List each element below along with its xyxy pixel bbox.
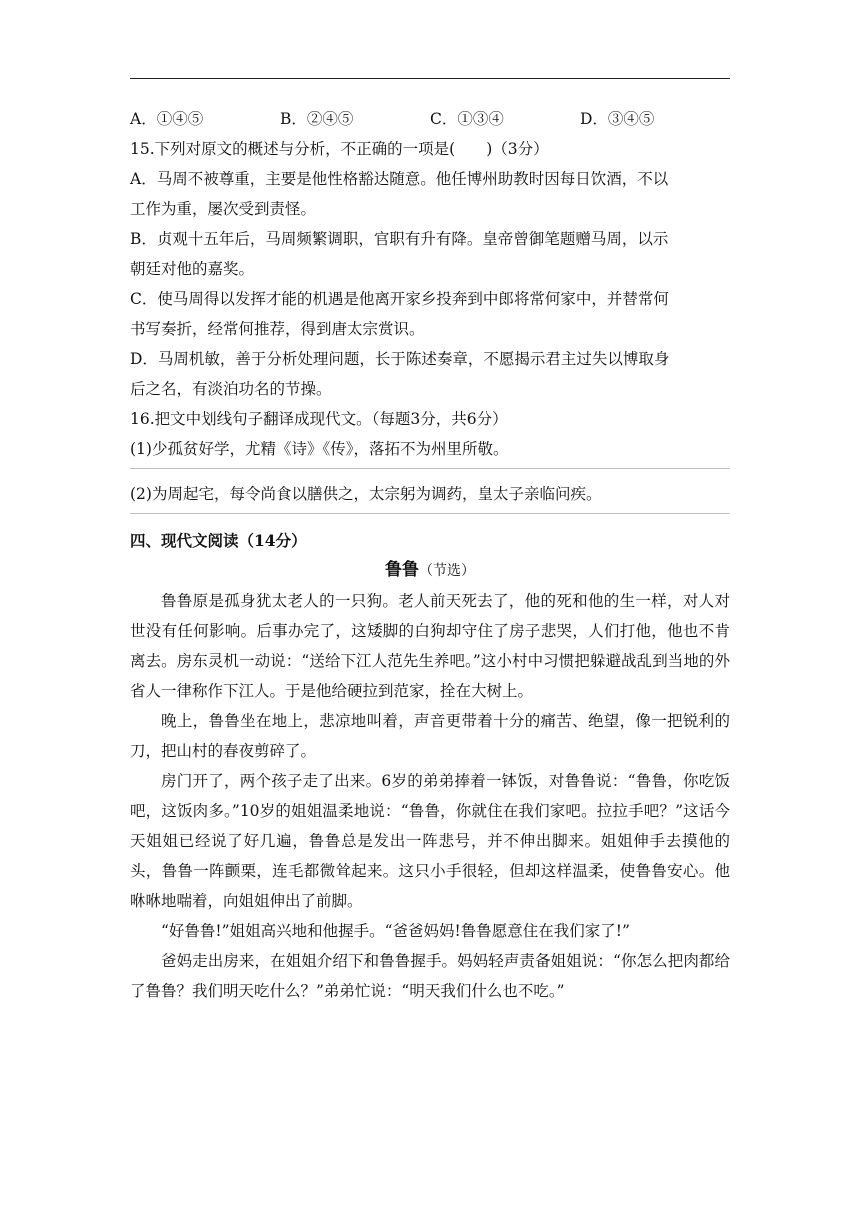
q15-stem: 15.下列对原文的概述与分析，不正确的一项是( )（3分） [130,140,549,158]
q15-option-c-line2: 书写奏折，经常何推荐，得到唐太宗赏识。 [130,320,425,338]
paragraph: 爸妈走出房来，在姐姐介绍下和鲁鲁握手。妈妈轻声责备姐姐说：“你怎么把肉都给了鲁鲁？我们明天吃什么？”弟弟忙说：“明天我们什么也不吃。” [130,952,730,1000]
q15-option-d-line1: D．马周机敏，善于分析处理问题，长于陈述奏章，不愿揭示君主过失以博取身 [130,350,670,368]
page-content [130,104,730,1006]
option-d: D．③④⑤ [580,110,655,128]
q16-stem: 16.把文中划线句子翻译成现代文。（每题3分，共6分） [130,410,508,428]
q14-options [130,104,730,134]
paragraph: 鲁鲁原是孤身犹太老人的一只狗。老人前天死去了，他的死和他的生一样，对人对世没有任何影响。后事办完了，这矮脚的白狗却守住了房子悲哭，人们打他，他也不肯离去。房东灵机一动说：“送给下江人范先生养吧。”这小村中习惯把躲避战乱到当地的外省人一律称作下江人。于是他给硬拉到范家，拴在大树上。 [130,592,730,700]
q15-option-a-line2: 工作为重，屡次受到责怪。 [130,200,317,218]
q15-option-b-line2: 朝廷对他的嘉奖。 [130,260,255,278]
q15-option-b-line1: B．贞观十五年后，马周频繁调职，官职有升有降。皇帝曾御笔题赠马周，以示 [130,230,669,248]
paragraph: 房门开了，两个孩子走了出来。6岁的弟弟捧着一钵饭，对鲁鲁说：“鲁鲁，你吃饭吧，这饭肉多。”10岁的姐姐温柔地说：“鲁鲁，你就住在我们家吧。拉拉手吧？”这话今天姐姐已经说了好几遍，鲁鲁总是发出一阵悲号，并不伸出脚来。姐姐伸手去摸他的头，鲁鲁一阵颤栗，连毛都微耸起来。这只小手很轻，但却这样温柔，使鲁鲁安心。他咻咻地喘着，向姐姐伸出了前脚。 [130,772,730,910]
option-c: C．①③④ [430,110,504,128]
answer-line-2[interactable] [130,513,730,514]
option-a: A．①④⑤ [130,110,204,128]
article-body [130,586,730,1006]
section-heading: 四、现代文阅读（14分） [130,531,307,550]
article-title-main: 鲁鲁 [385,560,419,580]
q15-option-d-line2: 后之名，有淡泊功名的节操。 [130,380,332,398]
article-title-sub: （节选） [419,563,475,579]
option-b: B．②④⑤ [280,110,354,128]
article-title [130,556,730,586]
header-rule [130,78,730,79]
q16-sentence-1: (1)少孤贫好学，尤精《诗》《传》，落拓不为州里所敬。 [130,440,509,458]
q15-option-c-line1: C．使马周得以发挥才能的机遇是他离开家乡投奔到中郎将常何家中，并替常何 [130,290,669,308]
answer-line-1[interactable] [130,468,730,469]
paragraph: “好鲁鲁!”姐姐高兴地和他握手。“爸爸妈妈!鲁鲁愿意住在我们家了!” [161,922,630,940]
q16-sentence-2: (2)为周起宅，每令尚食以膳供之，太宗躬为调药，皇太子亲临问疾。 [130,485,602,503]
paragraph: 晚上，鲁鲁坐在地上，悲凉地叫着，声音更带着十分的痛苦、绝望，像一把锐利的刀，把山村的春夜剪碎了。 [130,712,730,760]
q15-option-a-line1: A．马周不被尊重，主要是他性格豁达随意。他任博州助教时因每日饮酒，不以 [130,170,669,188]
